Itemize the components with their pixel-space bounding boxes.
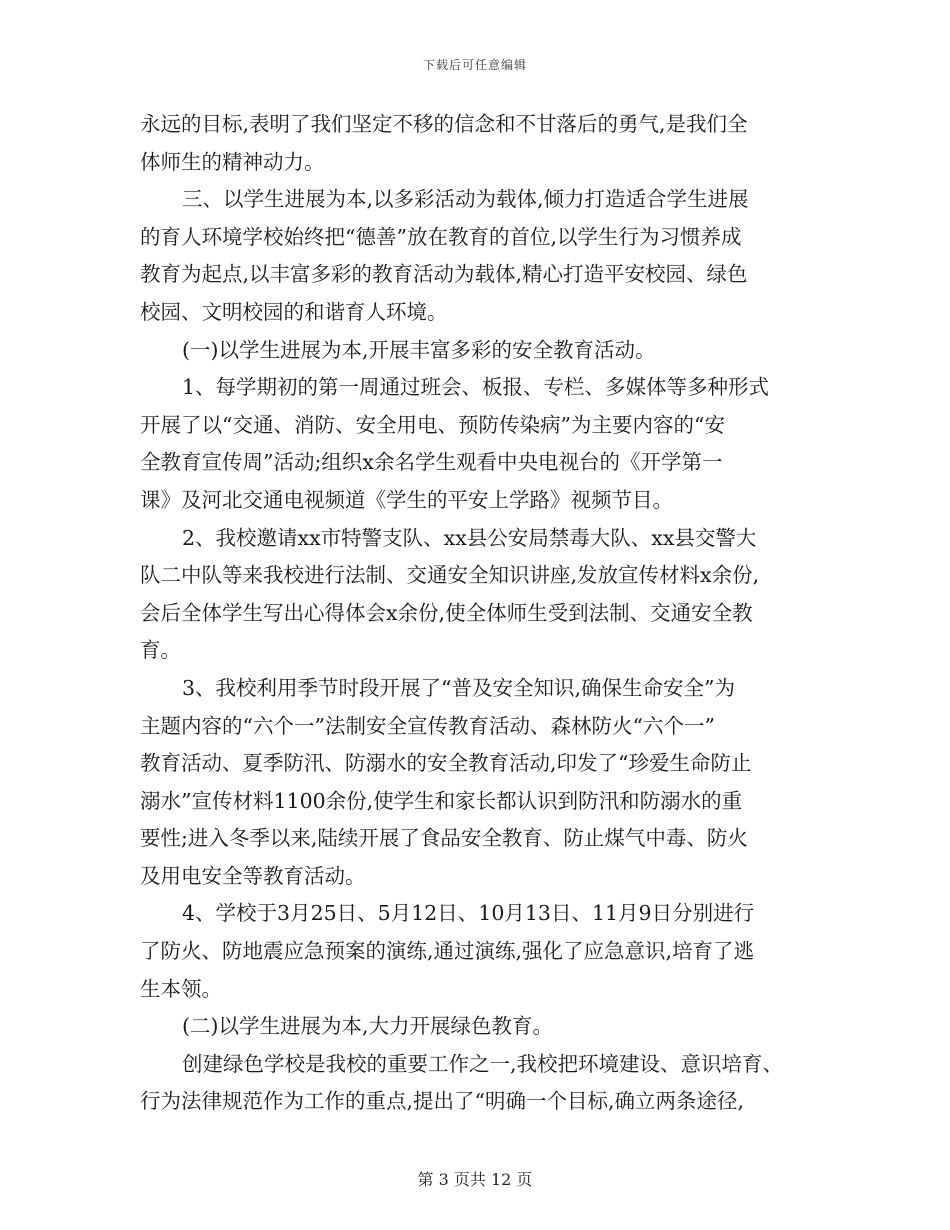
text-line: 育。 (140, 638, 181, 663)
text-line: 课》及河北交通电视频道《学生的平安上学路》视频节目。 (140, 487, 673, 512)
text-line: (一)以学生进展为本,开展丰富多彩的安全教育活动。 (182, 337, 656, 362)
text-line: 全教育宣传周”活动;组织x余名学生观看中央电视台的《开学第一 (140, 450, 723, 475)
text-line: 及用电安全等教育活动。 (140, 863, 366, 888)
text-line: 体师生的精神动力。 (140, 149, 325, 174)
text-line: 校园、文明校园的和谐育人环境。 (140, 299, 448, 324)
text-line: 要性;进入冬季以来,陆续开展了食品安全教育、防止煤气中毒、防火 (140, 826, 748, 851)
document-body (140, 106, 830, 1121)
text-line: 1、每学期初的第一周通过班会、板报、专栏、多媒体等多种形式 (182, 375, 770, 400)
text-line: 会后全体学生写出心得体会x余份,使全体师生受到法制、交通安全教 (140, 600, 753, 625)
text-line: 3、我校利用季节时段开展了“普及安全知识,确保生命安全”为 (182, 675, 736, 700)
text-line: 溺水”宣传材料1100余份,使学生和家长都认识到防汛和防溺水的重 (140, 788, 743, 813)
text-line: 的育人环境学校始终把“德善”放在教育的首位,以学生行为习惯养成 (140, 224, 742, 249)
text-line: 生本领。 (140, 976, 222, 1001)
text-line: 教育活动、夏季防汛、防溺水的安全教育活动,印发了“珍爱生命防止 (140, 751, 752, 776)
text-line: 行为法律规范作为工作的重点,提出了“明确一个目标,确立两条途径, (140, 1089, 745, 1114)
text-line: (二)以学生进展为本,大力开展绿色教育。 (182, 1014, 554, 1039)
page-footer: 第 3 页共 12 页 (417, 1170, 533, 1189)
text-line: 了防火、防地震应急预案的演练,通过演练,强化了应急意识,培育了逃 (140, 939, 755, 964)
text-line: 创建绿色学校是我校的重要工作之一,我校把环境建设、意识培育、 (182, 1051, 784, 1076)
text-line: 开展了以“交通、消防、安全用电、预防传染病”为主要内容的“安 (140, 412, 725, 437)
page-header: 下载后可任意编辑 (422, 58, 527, 72)
text-line: 4、学校于3月25日、5月12日、10月13日、11月9日分别进行 (182, 901, 755, 926)
text-line: 永远的目标,表明了我们坚定不移的信念和不甘落后的勇气,是我们全 (140, 112, 748, 136)
text-line: 教育为起点,以丰富多彩的教育活动为载体,精心打造平安校园、绿色 (140, 262, 748, 287)
text-line: 主题内容的“六个一”法制安全宣传教育活动、森林防火“六个一” (140, 713, 715, 738)
text-line: 2、我校邀请xx市特警支队、xx县公安局禁毒大队、xx县交警大 (182, 525, 757, 550)
text-line: 三、以学生进展为本,以多彩活动为载体,倾力打造适合学生进展 (182, 187, 749, 212)
text-line: 队二中队等来我校进行法制、交通安全知识讲座,发放宣传材料x余份, (140, 563, 760, 588)
